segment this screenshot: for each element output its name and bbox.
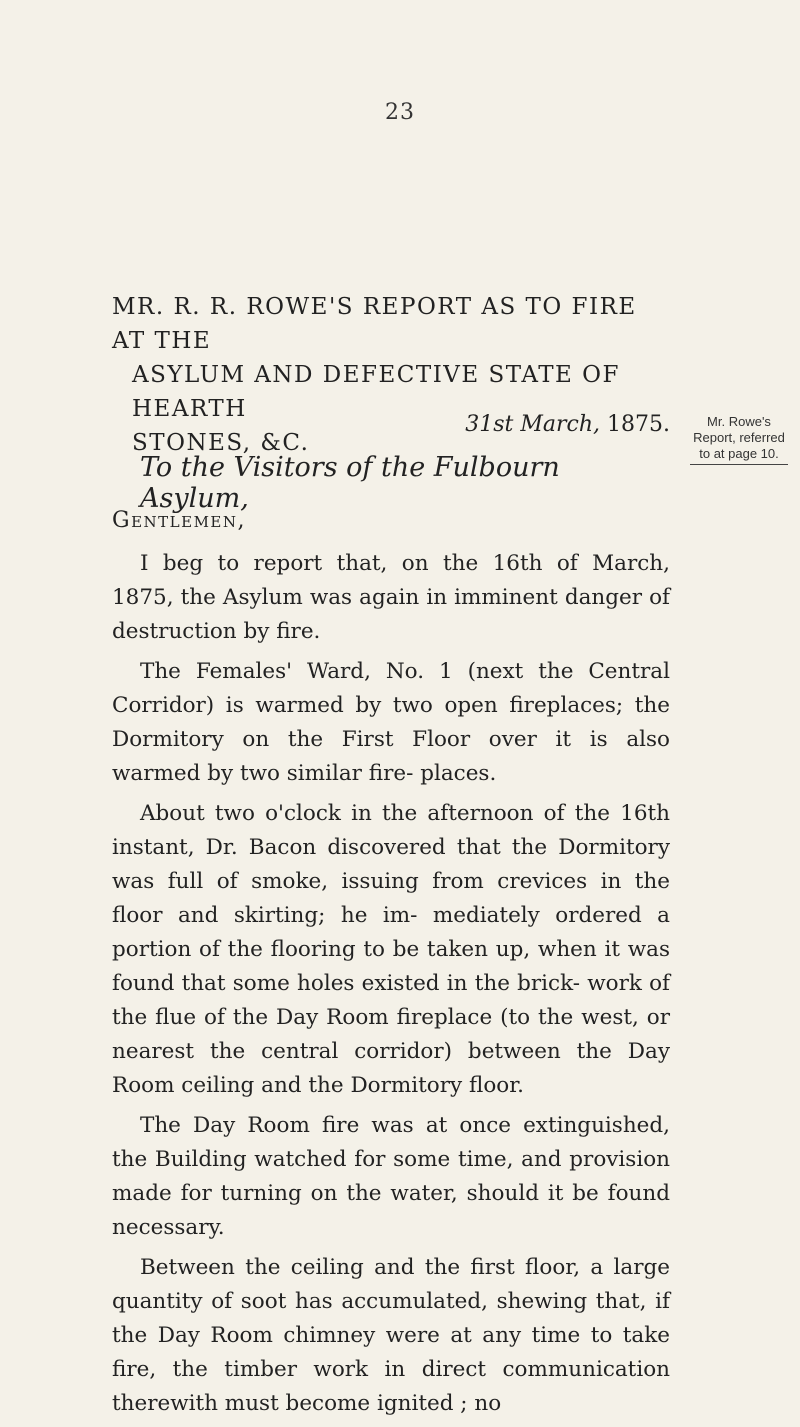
margin-note-line-3: to at page 10. [699, 446, 779, 461]
page-number: 23 [385, 100, 415, 125]
letter-body [112, 547, 670, 1427]
title-line-3: STONES, &C. [132, 430, 310, 456]
letter-date [460, 412, 670, 437]
paragraph-2: The Females' Ward, No. 1 (next the Central Corridor) is warmed by two open fireplaces; the Dormitory on the First Floor over it is also warmed by two similar fire- places. [112, 659, 670, 786]
margin-note-rule [690, 464, 788, 465]
title-line-1: MR. R. R. ROWE'S REPORT AS TO FIRE AT THE [112, 294, 637, 354]
margin-note-line-2: Report, referred [693, 430, 785, 445]
addressee: To the Visitors of the Fulbourn Asylum, [140, 452, 560, 514]
date-year: 1875. [607, 412, 670, 437]
salutation: Gentlemen, [112, 508, 246, 533]
margin-note [684, 414, 794, 465]
paragraph-1: I beg to report that, on the 16th of March, 1875, the Asylum was again in imminent danger of destruction by fire. [112, 551, 670, 644]
title-line-2: ASYLUM AND DEFECTIVE STATE OF HEARTH [132, 362, 620, 422]
paragraph-5: Between the ceiling and the first floor, a large quantity of soot has accumulated, shewing that, if the Day Room chimney were at any time to take fire, the timber work in direct communication therewith must become ignited ; no [112, 1255, 670, 1416]
paragraph-3: About two o'clock in the afternoon of the 16th instant, Dr. Bacon discovered that the Dormitory was full of smoke, issuing from crevices in the floor and skirting; he im- mediately ordered a portion of the flooring to be taken up, when it was found that some holes existed in the brick- work of the flue of the Day Room fireplace (to the west, or nearest the central corridor) between the Day Room ceiling and the Dormitory floor. [112, 801, 670, 1098]
paragraph-4: The Day Room fire was at once extinguished, the Building watched for some time, and provision made for turning on the water, should it be found necessary. [112, 1113, 670, 1240]
date-day-month: 31st March, [465, 412, 601, 437]
margin-note-line-1: Mr. Rowe's [707, 414, 771, 429]
